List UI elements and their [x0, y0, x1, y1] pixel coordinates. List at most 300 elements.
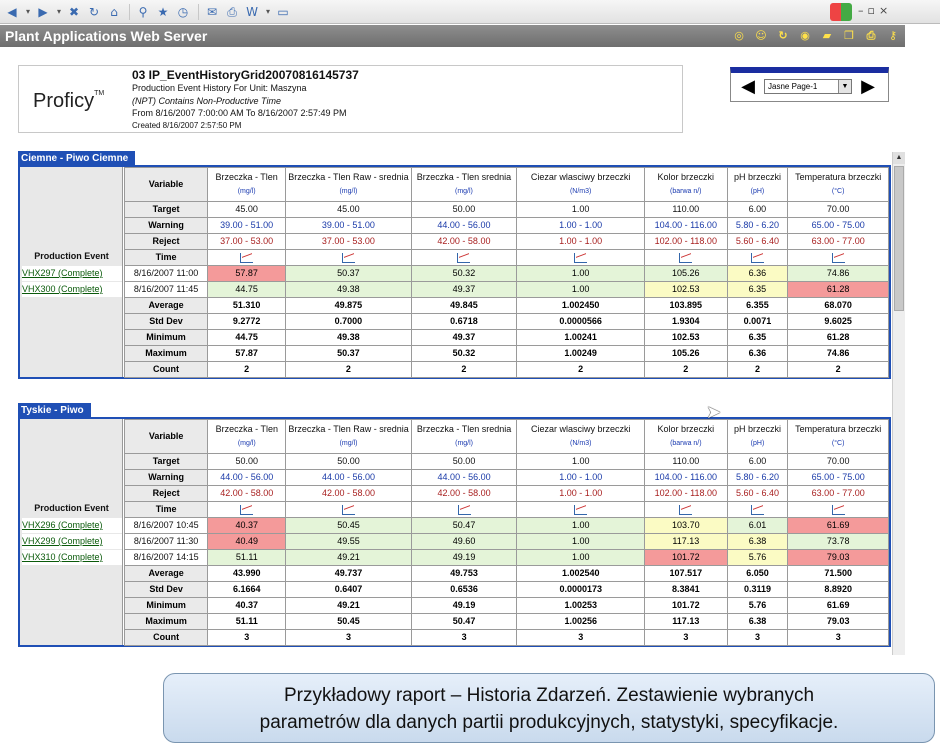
average-cell: 49.753	[411, 566, 517, 582]
history-icon[interactable]: ◷	[177, 4, 189, 19]
trend-chart-cell	[286, 250, 411, 266]
report-unit-line: Production Event History For Unit: Maszyna	[132, 83, 307, 93]
std-dev-cell: 8.8920	[788, 582, 889, 598]
edit-word-icon[interactable]: W	[246, 4, 258, 19]
trend-chart-cell	[208, 502, 286, 518]
time-row	[125, 250, 889, 266]
section-header	[18, 151, 891, 167]
trend-chart-cell	[645, 502, 728, 518]
report-created-line: Created 8/16/2007 2:57:50 PM	[132, 120, 242, 130]
minimum-cell: 44.75	[208, 330, 286, 346]
count-label: Count	[125, 362, 208, 378]
stop-icon[interactable]: ✖	[68, 4, 80, 19]
trend-chart-icon[interactable]	[574, 253, 587, 263]
trend-chart-cell	[286, 502, 411, 518]
discuss-icon[interactable]: ▭	[277, 4, 289, 19]
event-value-cell[interactable]: 49.55	[286, 534, 411, 550]
target-cell: 1.00	[517, 202, 645, 218]
variable-header	[208, 168, 286, 202]
event-time: 8/16/2007 10:45	[125, 518, 208, 534]
maximum-cell: 6.36	[727, 346, 788, 362]
reject-cell: 5.60 - 6.40	[727, 486, 788, 502]
minimum-cell: 49.38	[286, 330, 411, 346]
average-cell: 49.875	[286, 298, 411, 314]
trend-chart-icon[interactable]	[457, 253, 470, 263]
variable-header	[727, 168, 788, 202]
target-cell: 70.00	[788, 202, 889, 218]
target-cell: 50.00	[208, 454, 286, 470]
data-table	[124, 419, 889, 646]
average-cell: 103.895	[644, 298, 727, 314]
std-dev-cell: 0.0000566	[517, 314, 645, 330]
chevron-down-icon[interactable]: ▼	[838, 80, 851, 93]
count-row	[125, 630, 889, 646]
minimum-cell: 40.37	[208, 598, 286, 614]
reject-row	[125, 234, 889, 250]
reject-label: Reject	[125, 234, 208, 250]
trend-chart-icon[interactable]	[458, 505, 471, 515]
average-label: Average	[125, 566, 208, 582]
maximum-cell: 105.26	[644, 346, 727, 362]
warning-cell: 1.00 - 1.00	[517, 218, 645, 234]
average-cell: 68.070	[788, 298, 889, 314]
variable-unit: (°C)	[831, 440, 845, 447]
caption-line-2: parametrów dla danych partii produkcyjnych, statystyki, specyfikacje.	[259, 712, 839, 733]
trend-chart-icon[interactable]	[240, 253, 253, 263]
home-icon[interactable]: ⌂	[110, 4, 118, 19]
maximum-label: Maximum	[125, 614, 208, 630]
minimum-cell: 49.21	[286, 598, 411, 614]
variable-header	[788, 168, 889, 202]
variable-name: Kolor brzeczki	[657, 424, 715, 434]
event-value-cell[interactable]: 49.38	[286, 282, 411, 298]
trend-chart-cell	[208, 250, 286, 266]
reject-cell: 102.00 - 118.00	[645, 486, 728, 502]
variable-header	[788, 420, 889, 454]
count-cell: 2	[788, 362, 889, 378]
next-page-icon[interactable]: ▶	[861, 76, 875, 97]
edit-dropdown-icon[interactable]: ▾	[265, 6, 270, 16]
refresh-icon[interactable]: ↻	[88, 4, 100, 19]
logo-text: Proficy	[33, 90, 95, 112]
trend-chart-cell	[727, 250, 788, 266]
std-dev-cell: 0.3119	[727, 582, 788, 598]
std-dev-row	[125, 582, 889, 598]
target-cell: 50.00	[411, 202, 517, 218]
target-cell: 50.00	[411, 454, 517, 470]
maximum-row	[125, 346, 889, 362]
toolbar-separator	[198, 4, 199, 20]
caption-box	[163, 673, 935, 743]
time-label: Time	[125, 502, 208, 518]
std-dev-label: Std Dev	[125, 582, 208, 598]
target-cell: 45.00	[208, 202, 286, 218]
event-link[interactable]: VHX296 (Complete)	[22, 518, 122, 533]
variable-header	[286, 168, 411, 202]
minimum-cell: 102.53	[644, 330, 727, 346]
maximum-row	[125, 614, 889, 630]
count-cell: 2	[208, 362, 286, 378]
printer-icon[interactable]: ⎙	[866, 29, 876, 42]
maximum-cell: 50.45	[286, 614, 411, 630]
warning-cell: 44.00 - 56.00	[411, 470, 517, 486]
trend-chart-icon[interactable]	[574, 505, 587, 515]
event-value-cell[interactable]: 6.35	[727, 282, 788, 298]
std-dev-cell: 0.0071	[727, 314, 788, 330]
section-grid	[18, 419, 891, 647]
event-value-cell[interactable]: 50.45	[286, 518, 411, 534]
section-grid	[18, 167, 891, 379]
reject-cell: 102.00 - 118.00	[644, 234, 727, 250]
reject-cell: 42.00 - 58.00	[411, 234, 517, 250]
variable-name: Ciezar wlasciwy brzeczki	[530, 424, 631, 434]
event-value-cell[interactable]: 102.53	[644, 282, 727, 298]
average-cell: 71.500	[788, 566, 889, 582]
variable-label: Variable	[125, 168, 208, 202]
app-title-bar	[0, 25, 905, 47]
report-npt-line: (NPT) Contains Non-Productive Time	[132, 95, 281, 106]
std-dev-row	[125, 314, 889, 330]
globe-icon[interactable]: ◉	[800, 29, 810, 42]
maximum-cell: 1.00256	[517, 614, 645, 630]
event-link[interactable]: VHX300 (Complete)	[22, 282, 122, 297]
grid-section	[18, 151, 891, 379]
trend-chart-cell	[517, 250, 645, 266]
trend-chart-icon[interactable]	[832, 253, 845, 263]
trend-chart-cell	[411, 250, 517, 266]
reject-cell: 5.60 - 6.40	[727, 234, 788, 250]
count-cell: 3	[517, 630, 645, 646]
event-value-cell[interactable]: 44.75	[208, 282, 286, 298]
toolbar-separator	[129, 4, 130, 20]
search-icon[interactable]: ⚲	[138, 4, 148, 19]
print-icon[interactable]: ⎙	[227, 4, 237, 19]
event-value-cell[interactable]: 1.00	[517, 282, 645, 298]
report-header	[18, 65, 683, 133]
average-cell: 107.517	[645, 566, 728, 582]
maximum-cell: 50.37	[286, 346, 411, 362]
maximum-cell: 50.47	[411, 614, 517, 630]
table-row	[125, 550, 889, 566]
maximum-cell: 79.03	[788, 614, 889, 630]
event-value-cell[interactable]: 61.69	[788, 518, 889, 534]
minimum-row	[125, 330, 889, 346]
vertical-scrollbar[interactable]	[892, 152, 905, 655]
variable-unit: (pH)	[750, 188, 765, 195]
reject-cell: 37.00 - 53.00	[286, 234, 411, 250]
target-label: Target	[125, 202, 208, 218]
variable-header	[411, 168, 517, 202]
minimum-label: Minimum	[125, 598, 208, 614]
variable-name: Ciezar wlasciwy brzeczki	[530, 172, 631, 182]
logo-tm: TM	[94, 90, 105, 97]
count-cell: 3	[411, 630, 517, 646]
browser-toolbar	[0, 0, 940, 24]
reject-label: Reject	[125, 486, 208, 502]
average-cell: 49.845	[411, 298, 517, 314]
std-dev-cell: 6.1664	[208, 582, 286, 598]
event-value-cell[interactable]: 51.11	[208, 550, 286, 566]
minimum-cell: 1.00241	[517, 330, 645, 346]
event-value-cell[interactable]: 105.26	[644, 266, 727, 282]
variable-header	[286, 420, 411, 454]
warning-row	[125, 218, 889, 234]
reject-cell: 42.00 - 58.00	[208, 486, 286, 502]
reject-cell: 63.00 - 77.00	[788, 486, 889, 502]
count-cell: 2	[644, 362, 727, 378]
variable-unit: (mg/l)	[237, 440, 256, 447]
count-cell: 3	[727, 630, 788, 646]
copy-icon[interactable]: ❐	[844, 29, 854, 42]
page-select[interactable]	[764, 79, 852, 94]
report-info	[132, 68, 677, 132]
variable-unit: (mg/l)	[455, 440, 474, 447]
report-title: 03 IP_EventHistoryGrid20070816145737	[132, 68, 359, 82]
variable-unit: (barwa n/)	[670, 440, 702, 447]
count-cell: 2	[411, 362, 517, 378]
variable-name: Brzeczka - Tlen Raw - srednia	[288, 172, 409, 182]
event-time: 8/16/2007 14:15	[125, 550, 208, 566]
std-dev-cell: 0.0000173	[517, 582, 645, 598]
trend-chart-icon[interactable]	[832, 505, 845, 515]
event-value-cell[interactable]: 50.37	[286, 266, 411, 282]
event-value-cell[interactable]: 40.37	[208, 518, 286, 534]
warning-cell: 104.00 - 116.00	[645, 470, 728, 486]
event-value-cell[interactable]: 49.21	[286, 550, 411, 566]
time-label: Time	[125, 250, 208, 266]
favorites-icon[interactable]: ★	[157, 4, 169, 19]
event-link[interactable]: VHX299 (Complete)	[22, 534, 122, 549]
event-value-cell[interactable]: 6.01	[727, 518, 788, 534]
variable-name: Temperatura brzeczki	[795, 424, 882, 434]
maximum-cell: 117.13	[645, 614, 728, 630]
key-icon[interactable]: ⚷	[888, 29, 898, 42]
warning-cell: 44.00 - 56.00	[208, 470, 286, 486]
table-row	[125, 518, 889, 534]
page-navigator	[730, 67, 889, 102]
std-dev-cell: 9.6025	[788, 314, 889, 330]
event-value-cell[interactable]: 61.28	[788, 282, 889, 298]
average-cell: 49.737	[286, 566, 411, 582]
variable-unit: (mg/l)	[237, 188, 256, 195]
section-tab[interactable]: Tyskie - Piwo	[18, 403, 91, 419]
maximum-cell: 6.38	[727, 614, 788, 630]
std-dev-cell: 9.2772	[208, 314, 286, 330]
average-row	[125, 298, 889, 314]
variable-row	[125, 420, 889, 454]
event-link[interactable]: VHX297 (Complete)	[22, 266, 122, 281]
app-toolbar-icons	[725, 28, 901, 44]
target-cell: 45.00	[286, 202, 411, 218]
minimum-row	[125, 598, 889, 614]
window-controls[interactable]: –▫×	[858, 4, 893, 17]
count-cell: 2	[727, 362, 788, 378]
average-row	[125, 566, 889, 582]
event-value-cell[interactable]: 50.47	[411, 518, 517, 534]
event-value-cell[interactable]: 6.38	[727, 534, 788, 550]
event-value-cell[interactable]: 40.49	[208, 534, 286, 550]
back-dropdown-icon[interactable]: ▾	[25, 6, 30, 16]
forward-dropdown-icon[interactable]: ▾	[56, 6, 61, 16]
scroll-thumb[interactable]	[894, 166, 904, 311]
table-row	[125, 534, 889, 550]
mail-icon[interactable]: ✉	[206, 4, 218, 19]
warning-cell: 44.00 - 56.00	[411, 218, 517, 234]
event-value-cell[interactable]: 1.00	[517, 266, 645, 282]
event-value-cell[interactable]: 1.00	[517, 518, 645, 534]
event-value-cell[interactable]: 5.76	[727, 550, 788, 566]
event-value-cell[interactable]: 73.78	[788, 534, 889, 550]
mouse-cursor-icon: ➤	[706, 402, 722, 423]
std-dev-label: Std Dev	[125, 314, 208, 330]
variable-header	[517, 420, 645, 454]
variable-name: pH brzeczki	[733, 172, 781, 182]
trend-chart-icon[interactable]	[240, 505, 253, 515]
event-value-cell[interactable]: 49.60	[411, 534, 517, 550]
minimum-cell: 1.00253	[517, 598, 645, 614]
target-row	[125, 202, 889, 218]
people-icon[interactable]: ☺	[755, 29, 767, 42]
warning-cell: 44.00 - 56.00	[286, 470, 411, 486]
target-cell: 110.00	[645, 454, 728, 470]
variable-header	[411, 420, 517, 454]
std-dev-cell: 0.6718	[411, 314, 517, 330]
maximum-label: Maximum	[125, 346, 208, 362]
minimum-cell: 6.35	[727, 330, 788, 346]
average-cell: 6.355	[727, 298, 788, 314]
event-value-cell[interactable]: 57.87	[208, 266, 286, 282]
target-cell: 50.00	[286, 454, 411, 470]
reject-cell: 42.00 - 58.00	[286, 486, 411, 502]
count-cell: 3	[286, 630, 411, 646]
warning-cell: 1.00 - 1.00	[517, 470, 645, 486]
average-cell: 6.050	[727, 566, 788, 582]
std-dev-cell: 8.3841	[645, 582, 728, 598]
variable-unit: (mg/l)	[339, 440, 358, 447]
event-value-cell[interactable]: 79.03	[788, 550, 889, 566]
target-cell: 110.00	[644, 202, 727, 218]
refresh-report-icon[interactable]: ↻	[778, 29, 788, 42]
average-label: Average	[125, 298, 208, 314]
trend-chart-icon[interactable]	[679, 505, 692, 515]
previous-page-icon[interactable]: ◀	[741, 76, 755, 97]
variable-label: Variable	[125, 420, 208, 454]
event-value-cell[interactable]: 101.72	[645, 550, 728, 566]
trend-chart-icon[interactable]	[342, 253, 355, 263]
variable-header	[517, 168, 645, 202]
time-row	[125, 502, 889, 518]
event-value-cell[interactable]: 117.13	[645, 534, 728, 550]
std-dev-cell: 0.6407	[286, 582, 411, 598]
trend-chart-cell	[727, 502, 788, 518]
event-time: 8/16/2007 11:30	[125, 534, 208, 550]
event-time: 8/16/2007 11:45	[125, 282, 208, 298]
minimum-cell: 49.37	[411, 330, 517, 346]
variable-unit: (N/m3)	[570, 440, 592, 447]
forward-icon[interactable]: ▶	[38, 4, 48, 19]
average-cell: 51.310	[208, 298, 286, 314]
target-cell: 6.00	[727, 202, 788, 218]
minimum-cell: 61.28	[788, 330, 889, 346]
event-value-cell[interactable]: 50.32	[411, 266, 517, 282]
variable-unit: (mg/l)	[339, 188, 358, 195]
folder-icon[interactable]: ▰	[822, 29, 832, 42]
target-row	[125, 454, 889, 470]
event-value-cell[interactable]: 74.86	[788, 266, 889, 282]
maximum-cell: 1.00249	[517, 346, 645, 362]
trend-chart-icon[interactable]	[342, 505, 355, 515]
event-value-cell[interactable]: 49.37	[411, 282, 517, 298]
count-row	[125, 362, 889, 378]
maximum-cell: 50.32	[411, 346, 517, 362]
count-cell: 3	[645, 630, 728, 646]
event-value-cell[interactable]: 103.70	[645, 518, 728, 534]
app-title: Plant Applications Web Server	[5, 28, 208, 44]
maximum-cell: 51.11	[208, 614, 286, 630]
event-value-cell[interactable]: 6.36	[727, 266, 788, 282]
event-value-cell[interactable]: 1.00	[517, 550, 645, 566]
variable-name: Brzeczka - Tlen srednia	[416, 172, 512, 182]
std-dev-cell: 0.6536	[411, 582, 517, 598]
scroll-up-icon[interactable]: ▲	[893, 152, 905, 164]
variable-name: Brzeczka - Tlen	[215, 424, 278, 434]
count-cell: 3	[208, 630, 286, 646]
warning-cell: 65.00 - 75.00	[788, 218, 889, 234]
variable-unit: (N/m3)	[569, 188, 592, 195]
reject-cell: 1.00 - 1.00	[517, 486, 645, 502]
windows-logo-icon	[830, 3, 852, 21]
trend-chart-cell	[411, 502, 517, 518]
minimum-cell: 49.19	[411, 598, 517, 614]
std-dev-cell: 1.9304	[644, 314, 727, 330]
production-event-label: Production Event	[34, 503, 109, 513]
trend-chart-cell	[788, 502, 889, 518]
variable-name: Temperatura brzeczki	[795, 172, 882, 182]
maximum-cell: 74.86	[788, 346, 889, 362]
variable-unit: (mg/l)	[454, 188, 473, 195]
warning-cell: 5.80 - 6.20	[727, 218, 788, 234]
minimum-cell: 61.69	[788, 598, 889, 614]
page-select-value: Jasne Page-1	[768, 82, 818, 91]
average-cell: 1.002540	[517, 566, 645, 582]
trend-chart-cell	[517, 502, 645, 518]
reject-cell: 1.00 - 1.00	[517, 234, 645, 250]
event-link[interactable]: VHX310 (Complete)	[22, 550, 122, 565]
event-value-cell[interactable]: 1.00	[517, 534, 645, 550]
trend-chart-icon[interactable]	[751, 505, 764, 515]
reject-cell: 63.00 - 77.00	[788, 234, 889, 250]
average-cell: 1.002450	[517, 298, 645, 314]
grid-section	[18, 403, 891, 647]
section-tab[interactable]: Ciemne - Piwo Ciemne	[18, 151, 135, 167]
variable-header	[208, 420, 286, 454]
binoculars-icon[interactable]: ◎	[734, 29, 744, 42]
trend-chart-cell	[788, 250, 889, 266]
report-range-line: From 8/16/2007 7:00:00 AM To 8/16/2007 2:57:49 PM	[132, 108, 347, 118]
target-label: Target	[125, 454, 208, 470]
trend-chart-icon[interactable]	[679, 253, 692, 263]
count-label: Count	[125, 630, 208, 646]
count-cell: 2	[517, 362, 645, 378]
count-cell: 2	[286, 362, 411, 378]
report-content	[0, 47, 905, 655]
back-icon[interactable]: ◀	[7, 4, 17, 19]
data-table	[124, 167, 889, 378]
variable-header	[727, 420, 788, 454]
variable-header	[644, 168, 727, 202]
trend-chart-icon[interactable]	[751, 253, 764, 263]
event-value-cell[interactable]: 49.19	[411, 550, 517, 566]
